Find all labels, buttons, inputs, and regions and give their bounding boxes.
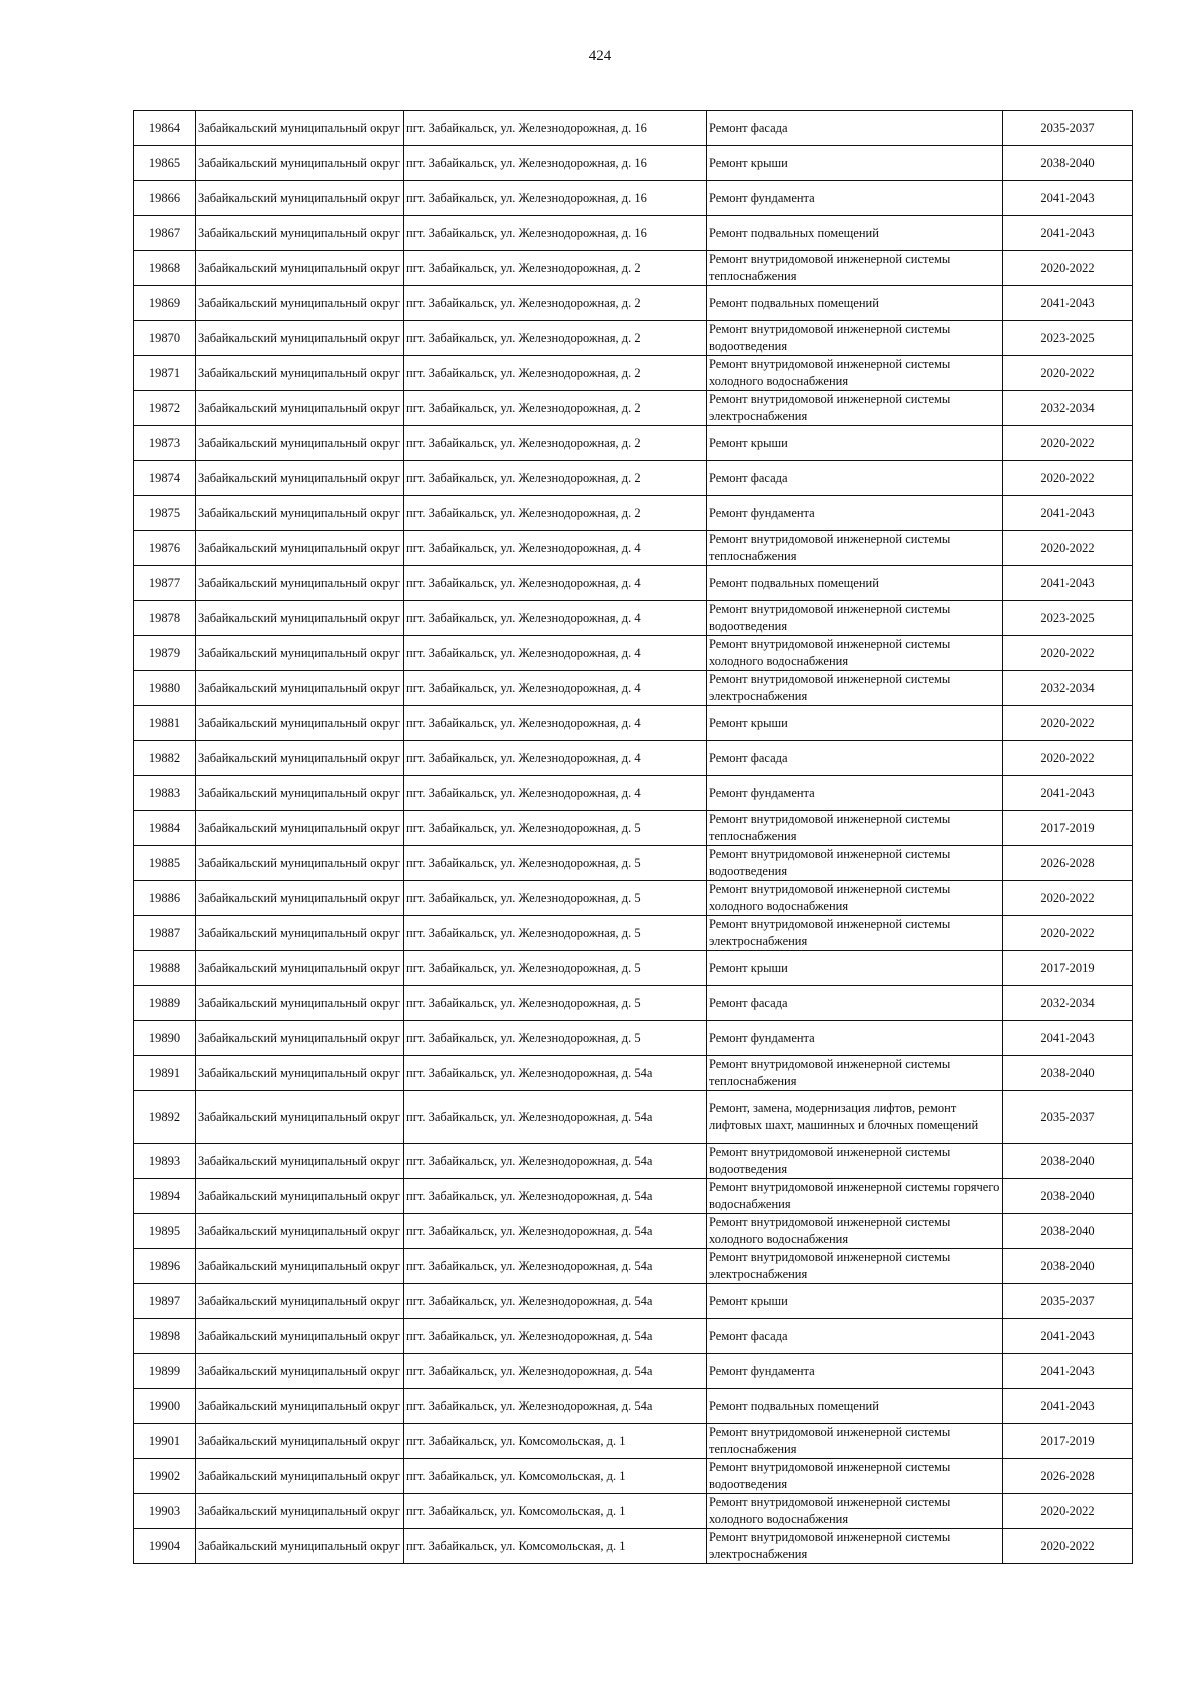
repair-schedule-table xyxy=(133,110,1133,1564)
work-type-cell: Ремонт внутридомовой инженерной системы водоотведения xyxy=(707,846,1003,881)
address-cell: пгт. Забайкальск, ул. Железнодорожная, д. 5 xyxy=(404,916,707,951)
period-cell: 2026-2028 xyxy=(1003,1459,1133,1494)
work-type-cell: Ремонт внутридомовой инженерной системы водоотведения xyxy=(707,1459,1003,1494)
work-type-cell: Ремонт внутридомовой инженерной системы холодного водоснабжения xyxy=(707,1494,1003,1529)
period-cell: 2023-2025 xyxy=(1003,601,1133,636)
table-row xyxy=(134,1389,1133,1424)
work-type-cell: Ремонт внутридомовой инженерной системы водоотведения xyxy=(707,1144,1003,1179)
address-cell: пгт. Забайкальск, ул. Железнодорожная, д. 2 xyxy=(404,426,707,461)
address-cell: пгт. Забайкальск, ул. Железнодорожная, д. 2 xyxy=(404,356,707,391)
row-number: 19886 xyxy=(134,881,196,916)
table-row xyxy=(134,1354,1133,1389)
period-cell: 2017-2019 xyxy=(1003,1424,1133,1459)
municipality-cell: Забайкальский муниципальный округ xyxy=(196,391,404,426)
row-number: 19877 xyxy=(134,566,196,601)
table-row xyxy=(134,741,1133,776)
period-cell: 2026-2028 xyxy=(1003,846,1133,881)
municipality-cell: Забайкальский муниципальный округ xyxy=(196,671,404,706)
address-cell: пгт. Забайкальск, ул. Железнодорожная, д. 16 xyxy=(404,146,707,181)
row-number: 19882 xyxy=(134,741,196,776)
municipality-cell: Забайкальский муниципальный округ xyxy=(196,951,404,986)
table-row xyxy=(134,1494,1133,1529)
work-type-cell: Ремонт фасада xyxy=(707,111,1003,146)
table-row xyxy=(134,216,1133,251)
table-row xyxy=(134,1459,1133,1494)
table-body xyxy=(134,111,1133,1564)
municipality-cell: Забайкальский муниципальный округ xyxy=(196,146,404,181)
address-cell: пгт. Забайкальск, ул. Комсомольская, д. 1 xyxy=(404,1459,707,1494)
period-cell: 2041-2043 xyxy=(1003,286,1133,321)
period-cell: 2038-2040 xyxy=(1003,146,1133,181)
municipality-cell: Забайкальский муниципальный округ xyxy=(196,1354,404,1389)
address-cell: пгт. Забайкальск, ул. Железнодорожная, д. 4 xyxy=(404,531,707,566)
period-cell: 2041-2043 xyxy=(1003,566,1133,601)
period-cell: 2020-2022 xyxy=(1003,741,1133,776)
work-type-cell: Ремонт внутридомовой инженерной системы теплоснабжения xyxy=(707,1056,1003,1091)
table-row xyxy=(134,706,1133,741)
work-type-cell: Ремонт фундамента xyxy=(707,1354,1003,1389)
work-type-cell: Ремонт фасада xyxy=(707,1319,1003,1354)
period-cell: 2020-2022 xyxy=(1003,251,1133,286)
table-row xyxy=(134,601,1133,636)
period-cell: 2041-2043 xyxy=(1003,1389,1133,1424)
table-row xyxy=(134,566,1133,601)
table-row xyxy=(134,111,1133,146)
municipality-cell: Забайкальский муниципальный округ xyxy=(196,601,404,636)
municipality-cell: Забайкальский муниципальный округ xyxy=(196,1494,404,1529)
table-row xyxy=(134,776,1133,811)
municipality-cell: Забайкальский муниципальный округ xyxy=(196,356,404,391)
row-number: 19866 xyxy=(134,181,196,216)
table-row xyxy=(134,1319,1133,1354)
row-number: 19873 xyxy=(134,426,196,461)
table-row xyxy=(134,391,1133,426)
period-cell: 2017-2019 xyxy=(1003,811,1133,846)
address-cell: пгт. Забайкальск, ул. Железнодорожная, д. 54а xyxy=(404,1144,707,1179)
row-number: 19893 xyxy=(134,1144,196,1179)
table-row xyxy=(134,146,1133,181)
address-cell: пгт. Забайкальск, ул. Железнодорожная, д. 54а xyxy=(404,1389,707,1424)
row-number: 19874 xyxy=(134,461,196,496)
work-type-cell: Ремонт внутридомовой инженерной системы теплоснабжения xyxy=(707,811,1003,846)
row-number: 19901 xyxy=(134,1424,196,1459)
row-number: 19884 xyxy=(134,811,196,846)
work-type-cell: Ремонт фундамента xyxy=(707,776,1003,811)
table-row xyxy=(134,881,1133,916)
row-number: 19887 xyxy=(134,916,196,951)
municipality-cell: Забайкальский муниципальный округ xyxy=(196,1529,404,1564)
municipality-cell: Забайкальский муниципальный округ xyxy=(196,1319,404,1354)
row-number: 19899 xyxy=(134,1354,196,1389)
work-type-cell: Ремонт фасада xyxy=(707,741,1003,776)
address-cell: пгт. Забайкальск, ул. Железнодорожная, д. 5 xyxy=(404,881,707,916)
row-number: 19902 xyxy=(134,1459,196,1494)
table-row xyxy=(134,356,1133,391)
row-number: 19891 xyxy=(134,1056,196,1091)
address-cell: пгт. Забайкальск, ул. Железнодорожная, д. 16 xyxy=(404,181,707,216)
address-cell: пгт. Забайкальск, ул. Железнодорожная, д. 54а xyxy=(404,1056,707,1091)
table-row xyxy=(134,321,1133,356)
address-cell: пгт. Забайкальск, ул. Комсомольская, д. 1 xyxy=(404,1494,707,1529)
work-type-cell: Ремонт фундамента xyxy=(707,496,1003,531)
municipality-cell: Забайкальский муниципальный округ xyxy=(196,181,404,216)
municipality-cell: Забайкальский муниципальный округ xyxy=(196,776,404,811)
table-row xyxy=(134,461,1133,496)
row-number: 19895 xyxy=(134,1214,196,1249)
table-row xyxy=(134,1056,1133,1091)
row-number: 19872 xyxy=(134,391,196,426)
municipality-cell: Забайкальский муниципальный округ xyxy=(196,531,404,566)
work-type-cell: Ремонт крыши xyxy=(707,951,1003,986)
work-type-cell: Ремонт подвальных помещений xyxy=(707,216,1003,251)
period-cell: 2041-2043 xyxy=(1003,1354,1133,1389)
municipality-cell: Забайкальский муниципальный округ xyxy=(196,1424,404,1459)
municipality-cell: Забайкальский муниципальный округ xyxy=(196,811,404,846)
municipality-cell: Забайкальский муниципальный округ xyxy=(196,1091,404,1144)
row-number: 19878 xyxy=(134,601,196,636)
work-type-cell: Ремонт подвальных помещений xyxy=(707,286,1003,321)
work-type-cell: Ремонт внутридомовой инженерной системы электроснабжения xyxy=(707,1249,1003,1284)
municipality-cell: Забайкальский муниципальный округ xyxy=(196,216,404,251)
period-cell: 2020-2022 xyxy=(1003,916,1133,951)
table-row xyxy=(134,496,1133,531)
table-row xyxy=(134,1144,1133,1179)
work-type-cell: Ремонт внутридомовой инженерной системы холодного водоснабжения xyxy=(707,356,1003,391)
row-number: 19879 xyxy=(134,636,196,671)
table-row xyxy=(134,916,1133,951)
period-cell: 2020-2022 xyxy=(1003,461,1133,496)
period-cell: 2041-2043 xyxy=(1003,496,1133,531)
row-number: 19889 xyxy=(134,986,196,1021)
address-cell: пгт. Забайкальск, ул. Железнодорожная, д. 5 xyxy=(404,811,707,846)
row-number: 19875 xyxy=(134,496,196,531)
table-row xyxy=(134,636,1133,671)
address-cell: пгт. Забайкальск, ул. Комсомольская, д. 1 xyxy=(404,1424,707,1459)
period-cell: 2020-2022 xyxy=(1003,356,1133,391)
table-row xyxy=(134,986,1133,1021)
municipality-cell: Забайкальский муниципальный округ xyxy=(196,1459,404,1494)
address-cell: пгт. Забайкальск, ул. Комсомольская, д. 1 xyxy=(404,1529,707,1564)
period-cell: 2020-2022 xyxy=(1003,1494,1133,1529)
address-cell: пгт. Забайкальск, ул. Железнодорожная, д. 5 xyxy=(404,951,707,986)
period-cell: 2020-2022 xyxy=(1003,881,1133,916)
municipality-cell: Забайкальский муниципальный округ xyxy=(196,1144,404,1179)
row-number: 19894 xyxy=(134,1179,196,1214)
municipality-cell: Забайкальский муниципальный округ xyxy=(196,706,404,741)
municipality-cell: Забайкальский муниципальный округ xyxy=(196,881,404,916)
row-number: 19868 xyxy=(134,251,196,286)
table-row xyxy=(134,846,1133,881)
address-cell: пгт. Забайкальск, ул. Железнодорожная, д. 4 xyxy=(404,601,707,636)
table-row xyxy=(134,1284,1133,1319)
row-number: 19892 xyxy=(134,1091,196,1144)
work-type-cell: Ремонт внутридомовой инженерной системы холодного водоснабжения xyxy=(707,1214,1003,1249)
period-cell: 2020-2022 xyxy=(1003,426,1133,461)
address-cell: пгт. Забайкальск, ул. Железнодорожная, д. 2 xyxy=(404,496,707,531)
municipality-cell: Забайкальский муниципальный округ xyxy=(196,636,404,671)
row-number: 19885 xyxy=(134,846,196,881)
work-type-cell: Ремонт фундамента xyxy=(707,181,1003,216)
address-cell: пгт. Забайкальск, ул. Железнодорожная, д. 16 xyxy=(404,216,707,251)
row-number: 19888 xyxy=(134,951,196,986)
period-cell: 2020-2022 xyxy=(1003,636,1133,671)
period-cell: 2038-2040 xyxy=(1003,1249,1133,1284)
municipality-cell: Забайкальский муниципальный округ xyxy=(196,1021,404,1056)
address-cell: пгт. Забайкальск, ул. Железнодорожная, д. 54а xyxy=(404,1249,707,1284)
municipality-cell: Забайкальский муниципальный округ xyxy=(196,1214,404,1249)
row-number: 19867 xyxy=(134,216,196,251)
row-number: 19869 xyxy=(134,286,196,321)
work-type-cell: Ремонт внутридомовой инженерной системы холодного водоснабжения xyxy=(707,881,1003,916)
municipality-cell: Забайкальский муниципальный округ xyxy=(196,1056,404,1091)
row-number: 19881 xyxy=(134,706,196,741)
work-type-cell: Ремонт подвальных помещений xyxy=(707,1389,1003,1424)
municipality-cell: Забайкальский муниципальный округ xyxy=(196,916,404,951)
table-row xyxy=(134,811,1133,846)
table-row xyxy=(134,1249,1133,1284)
address-cell: пгт. Забайкальск, ул. Железнодорожная, д. 4 xyxy=(404,566,707,601)
work-type-cell: Ремонт фасада xyxy=(707,461,1003,496)
address-cell: пгт. Забайкальск, ул. Железнодорожная, д. 5 xyxy=(404,1021,707,1056)
period-cell: 2035-2037 xyxy=(1003,1284,1133,1319)
table-row xyxy=(134,671,1133,706)
table-row xyxy=(134,1424,1133,1459)
row-number: 19903 xyxy=(134,1494,196,1529)
table-row xyxy=(134,1214,1133,1249)
municipality-cell: Забайкальский муниципальный округ xyxy=(196,251,404,286)
row-number: 19890 xyxy=(134,1021,196,1056)
work-type-cell: Ремонт крыши xyxy=(707,426,1003,461)
address-cell: пгт. Забайкальск, ул. Железнодорожная, д. 4 xyxy=(404,706,707,741)
period-cell: 2020-2022 xyxy=(1003,1529,1133,1564)
address-cell: пгт. Забайкальск, ул. Железнодорожная, д. 54а xyxy=(404,1354,707,1389)
address-cell: пгт. Забайкальск, ул. Железнодорожная, д. 2 xyxy=(404,321,707,356)
period-cell: 2041-2043 xyxy=(1003,776,1133,811)
period-cell: 2038-2040 xyxy=(1003,1144,1133,1179)
address-cell: пгт. Забайкальск, ул. Железнодорожная, д. 2 xyxy=(404,461,707,496)
period-cell: 2017-2019 xyxy=(1003,951,1133,986)
period-cell: 2041-2043 xyxy=(1003,181,1133,216)
municipality-cell: Забайкальский муниципальный округ xyxy=(196,1249,404,1284)
period-cell: 2020-2022 xyxy=(1003,531,1133,566)
row-number: 19871 xyxy=(134,356,196,391)
address-cell: пгт. Забайкальск, ул. Железнодорожная, д. 5 xyxy=(404,846,707,881)
work-type-cell: Ремонт внутридомовой инженерной системы водоотведения xyxy=(707,601,1003,636)
row-number: 19883 xyxy=(134,776,196,811)
table-row xyxy=(134,286,1133,321)
address-cell: пгт. Забайкальск, ул. Железнодорожная, д. 54а xyxy=(404,1284,707,1319)
row-number: 19897 xyxy=(134,1284,196,1319)
period-cell: 2035-2037 xyxy=(1003,111,1133,146)
municipality-cell: Забайкальский муниципальный округ xyxy=(196,321,404,356)
address-cell: пгт. Забайкальск, ул. Железнодорожная, д. 2 xyxy=(404,286,707,321)
row-number: 19896 xyxy=(134,1249,196,1284)
period-cell: 2038-2040 xyxy=(1003,1179,1133,1214)
work-type-cell: Ремонт, замена, модернизация лифтов, ремонт лифтовых шахт, машинных и блочных помещений xyxy=(707,1091,1003,1144)
row-number: 19898 xyxy=(134,1319,196,1354)
page-number: 424 xyxy=(588,48,612,64)
address-cell: пгт. Забайкальск, ул. Железнодорожная, д. 54а xyxy=(404,1179,707,1214)
period-cell: 2041-2043 xyxy=(1003,216,1133,251)
address-cell: пгт. Забайкальск, ул. Железнодорожная, д. 54а xyxy=(404,1214,707,1249)
period-cell: 2038-2040 xyxy=(1003,1056,1133,1091)
work-type-cell: Ремонт фундамента xyxy=(707,1021,1003,1056)
work-type-cell: Ремонт внутридомовой инженерной системы холодного водоснабжения xyxy=(707,636,1003,671)
municipality-cell: Забайкальский муниципальный округ xyxy=(196,986,404,1021)
period-cell: 2023-2025 xyxy=(1003,321,1133,356)
work-type-cell: Ремонт крыши xyxy=(707,146,1003,181)
work-type-cell: Ремонт внутридомовой инженерной системы горячего водоснабжения xyxy=(707,1179,1003,1214)
address-cell: пгт. Забайкальск, ул. Железнодорожная, д. 4 xyxy=(404,741,707,776)
work-type-cell: Ремонт внутридомовой инженерной системы водоотведения xyxy=(707,321,1003,356)
address-cell: пгт. Забайкальск, ул. Железнодорожная, д. 4 xyxy=(404,776,707,811)
period-cell: 2038-2040 xyxy=(1003,1214,1133,1249)
work-type-cell: Ремонт внутридомовой инженерной системы электроснабжения xyxy=(707,1529,1003,1564)
table-row xyxy=(134,531,1133,566)
municipality-cell: Забайкальский муниципальный округ xyxy=(196,111,404,146)
municipality-cell: Забайкальский муниципальный округ xyxy=(196,1179,404,1214)
work-type-cell: Ремонт внутридомовой инженерной системы теплоснабжения xyxy=(707,1424,1003,1459)
municipality-cell: Забайкальский муниципальный округ xyxy=(196,1389,404,1424)
row-number: 19876 xyxy=(134,531,196,566)
period-cell: 2032-2034 xyxy=(1003,671,1133,706)
period-cell: 2041-2043 xyxy=(1003,1319,1133,1354)
address-cell: пгт. Забайкальск, ул. Железнодорожная, д. 2 xyxy=(404,391,707,426)
municipality-cell: Забайкальский муниципальный округ xyxy=(196,426,404,461)
municipality-cell: Забайкальский муниципальный округ xyxy=(196,566,404,601)
table-row xyxy=(134,1529,1133,1564)
work-type-cell: Ремонт фасада xyxy=(707,986,1003,1021)
work-type-cell: Ремонт внутридомовой инженерной системы электроснабжения xyxy=(707,391,1003,426)
work-type-cell: Ремонт крыши xyxy=(707,706,1003,741)
work-type-cell: Ремонт внутридомовой инженерной системы теплоснабжения xyxy=(707,251,1003,286)
table-row xyxy=(134,1021,1133,1056)
table-row xyxy=(134,1179,1133,1214)
work-type-cell: Ремонт внутридомовой инженерной системы электроснабжения xyxy=(707,671,1003,706)
municipality-cell: Забайкальский муниципальный округ xyxy=(196,496,404,531)
address-cell: пгт. Забайкальск, ул. Железнодорожная, д. 16 xyxy=(404,111,707,146)
work-type-cell: Ремонт внутридомовой инженерной системы электроснабжения xyxy=(707,916,1003,951)
period-cell: 2032-2034 xyxy=(1003,391,1133,426)
address-cell: пгт. Забайкальск, ул. Железнодорожная, д. 4 xyxy=(404,636,707,671)
address-cell: пгт. Забайкальск, ул. Железнодорожная, д. 5 xyxy=(404,986,707,1021)
row-number: 19880 xyxy=(134,671,196,706)
municipality-cell: Забайкальский муниципальный округ xyxy=(196,741,404,776)
address-cell: пгт. Забайкальск, ул. Железнодорожная, д. 54а xyxy=(404,1319,707,1354)
address-cell: пгт. Забайкальск, ул. Железнодорожная, д. 2 xyxy=(404,251,707,286)
period-cell: 2032-2034 xyxy=(1003,986,1133,1021)
address-cell: пгт. Забайкальск, ул. Железнодорожная, д. 4 xyxy=(404,671,707,706)
table-row xyxy=(134,181,1133,216)
row-number: 19900 xyxy=(134,1389,196,1424)
row-number: 19870 xyxy=(134,321,196,356)
municipality-cell: Забайкальский муниципальный округ xyxy=(196,846,404,881)
municipality-cell: Забайкальский муниципальный округ xyxy=(196,1284,404,1319)
address-cell: пгт. Забайкальск, ул. Железнодорожная, д. 54а xyxy=(404,1091,707,1144)
work-type-cell: Ремонт подвальных помещений xyxy=(707,566,1003,601)
period-cell: 2035-2037 xyxy=(1003,1091,1133,1144)
table-row xyxy=(134,251,1133,286)
work-type-cell: Ремонт крыши xyxy=(707,1284,1003,1319)
row-number: 19904 xyxy=(134,1529,196,1564)
period-cell: 2020-2022 xyxy=(1003,706,1133,741)
row-number: 19865 xyxy=(134,146,196,181)
period-cell: 2041-2043 xyxy=(1003,1021,1133,1056)
row-number: 19864 xyxy=(134,111,196,146)
table-row xyxy=(134,951,1133,986)
table-row xyxy=(134,426,1133,461)
municipality-cell: Забайкальский муниципальный округ xyxy=(196,461,404,496)
work-type-cell: Ремонт внутридомовой инженерной системы теплоснабжения xyxy=(707,531,1003,566)
table-row xyxy=(134,1091,1133,1144)
municipality-cell: Забайкальский муниципальный округ xyxy=(196,286,404,321)
